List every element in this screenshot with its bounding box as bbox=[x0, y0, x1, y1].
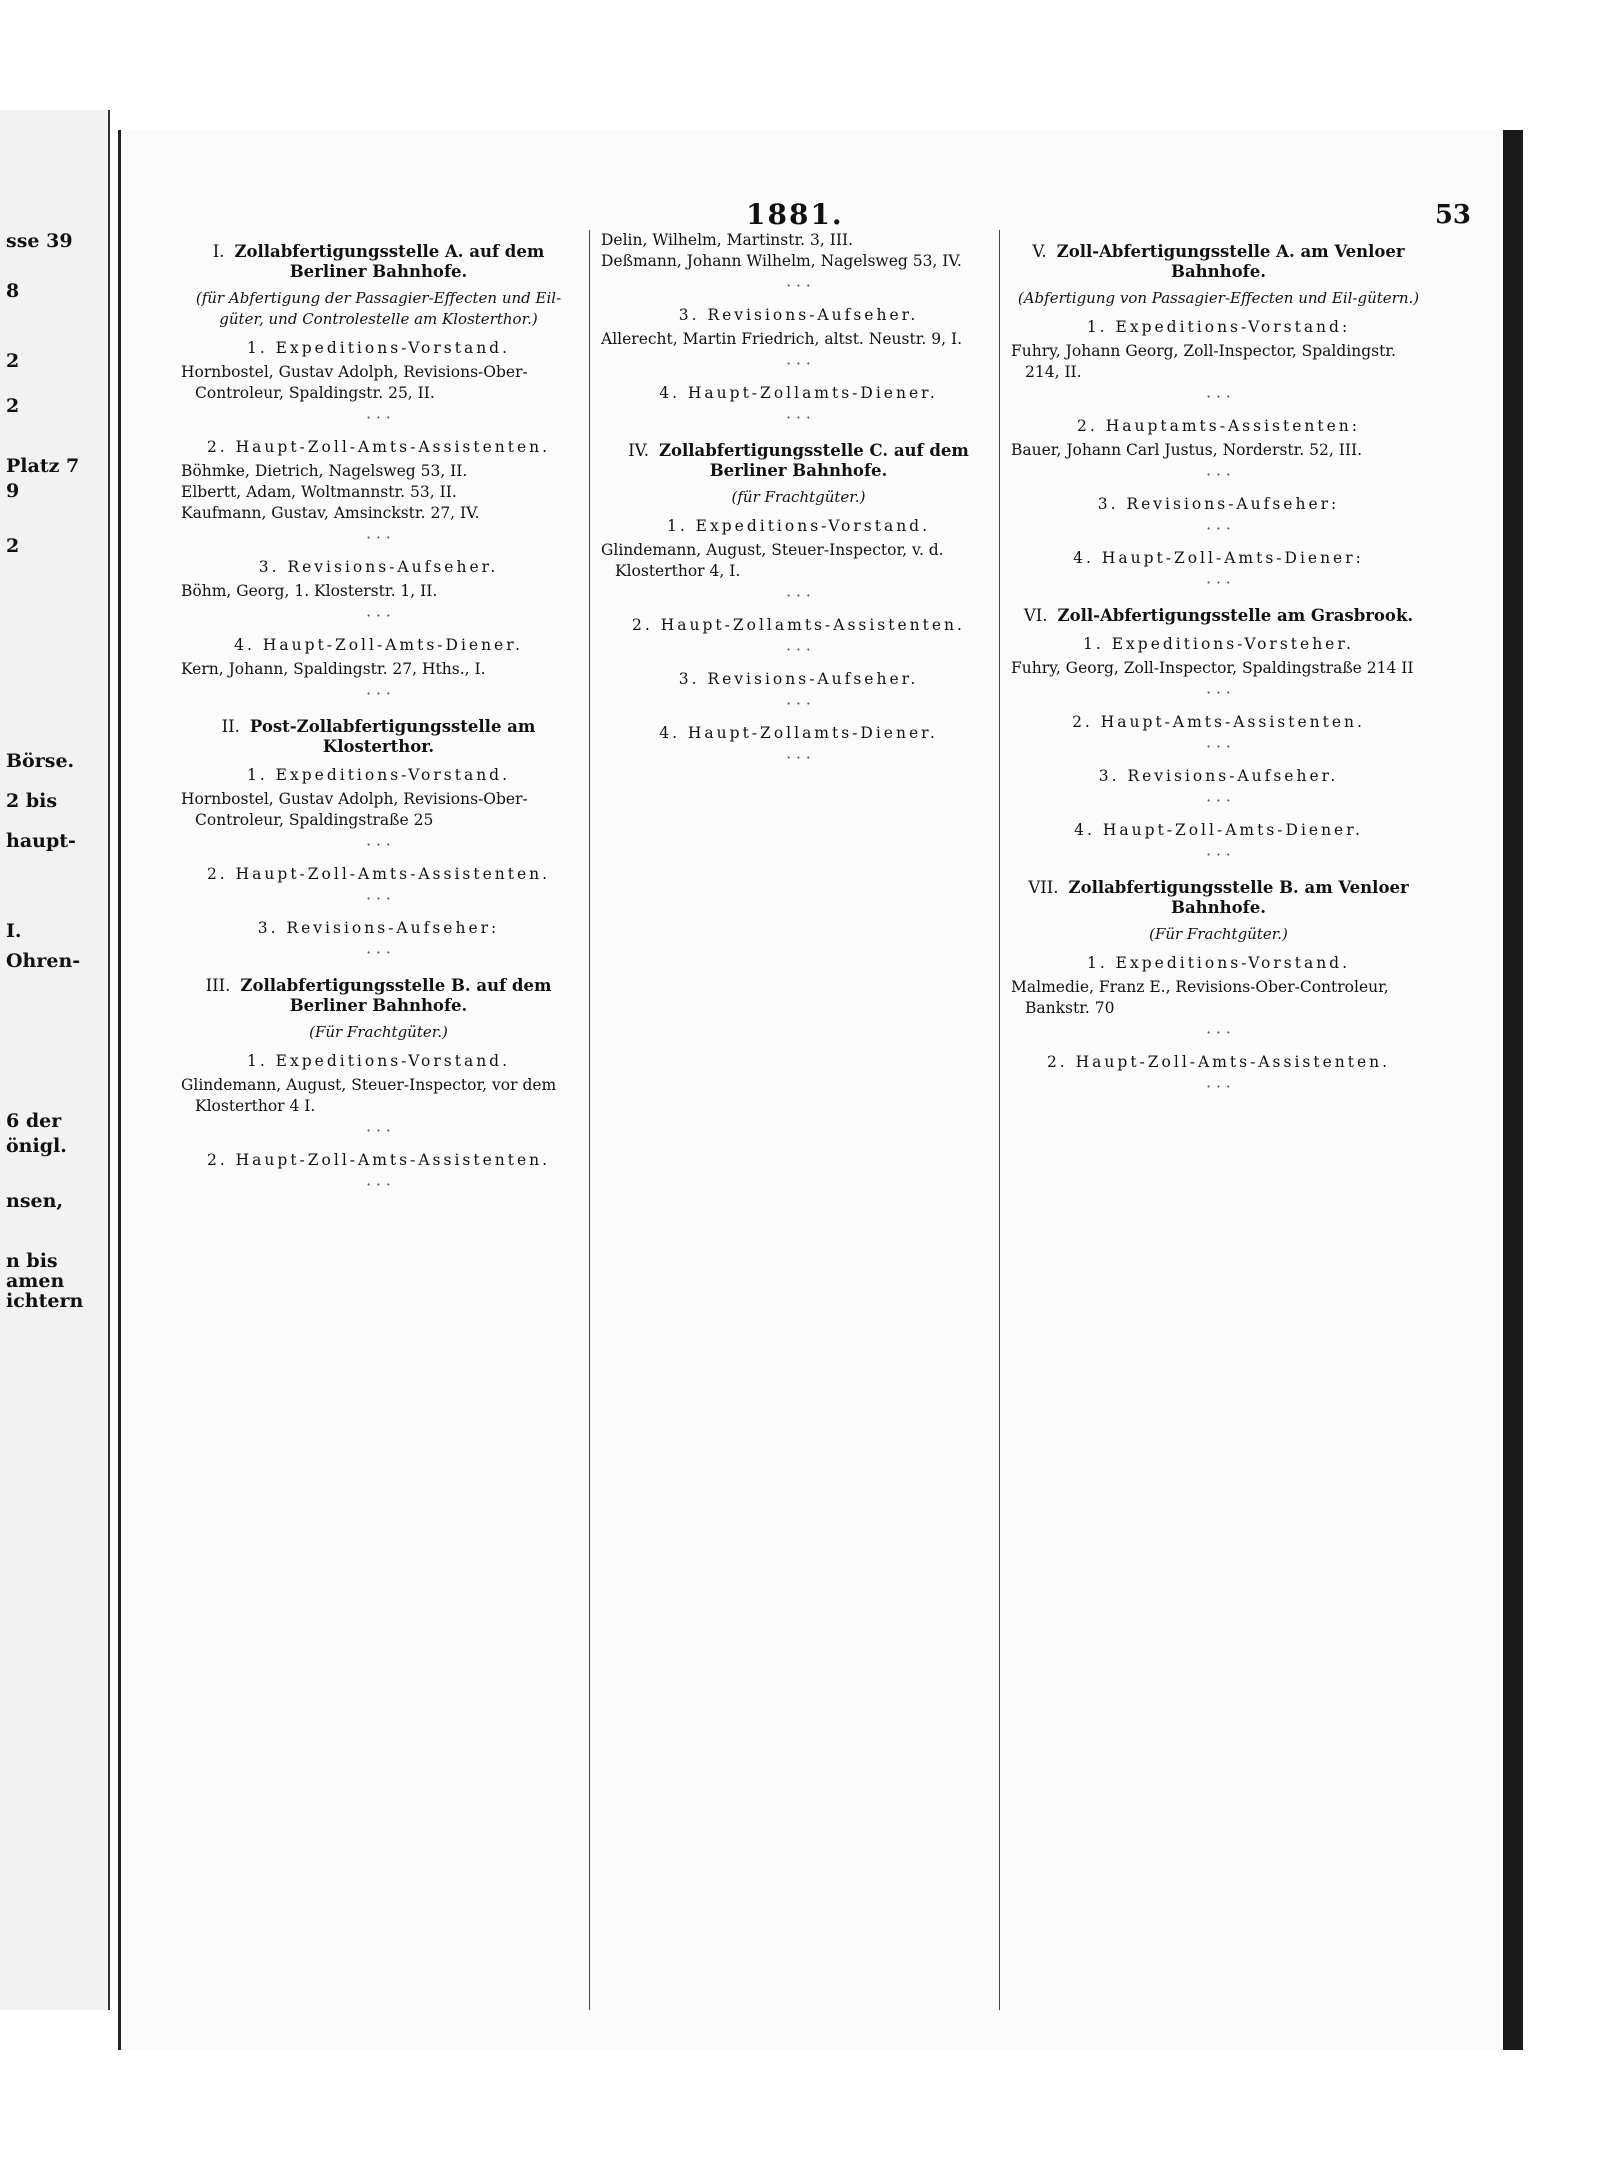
section-heading bbox=[1011, 878, 1426, 918]
directory-entry: Elbertt, Adam, Woltmannstr. 53, II. bbox=[181, 483, 457, 501]
facing-page-fragment: 9 bbox=[6, 480, 20, 502]
directory-page bbox=[118, 130, 1503, 2050]
facing-page-fragment: ichtern bbox=[6, 1290, 84, 1312]
column-divider bbox=[589, 230, 590, 2010]
section-subtitle: (Für Frachtgüter.) bbox=[309, 1023, 448, 1041]
page-number: 53 bbox=[1434, 200, 1471, 230]
facing-page-fragment: 8 bbox=[6, 280, 20, 302]
section-heading bbox=[1011, 606, 1426, 626]
facing-page-fragment: I. bbox=[6, 920, 22, 942]
group-heading: 2. Haupt-Zoll-Amts-Assistenten. bbox=[206, 865, 551, 883]
section-heading bbox=[181, 242, 576, 282]
section-number: I. bbox=[212, 242, 225, 261]
section-number: III. bbox=[205, 976, 231, 995]
directory-entry: Böhm, Georg, 1. Klosterstr. 1, II. bbox=[181, 582, 438, 600]
group-heading: 2. Haupt-Zollamts-Assistenten. bbox=[632, 616, 965, 634]
section-heading bbox=[601, 441, 996, 481]
section-number: V. bbox=[1032, 242, 1047, 261]
directory-entry: Fuhry, Johann Georg, Zoll-Inspector, Spaldingstr. 214, II. bbox=[1011, 342, 1396, 381]
directory-entry: Hornbostel, Gustav Adolph, Revisions-Ober-Controleur, Spaldingstraße 25 bbox=[181, 790, 528, 829]
omitted-entries-marker: · · · bbox=[786, 587, 811, 605]
omitted-entries-marker: · · · bbox=[1206, 1024, 1231, 1042]
section-title: Zoll-Abfertigungsstelle am Grasbrook. bbox=[1057, 606, 1414, 625]
group-heading: 1. Expeditions-Vorsteher. bbox=[1083, 635, 1354, 653]
section-title: Zoll-Abfertigungsstelle A. am Venloer Bahnhofe. bbox=[1056, 242, 1405, 281]
section-title: Post-Zollabfertigungsstelle am Klosterthor. bbox=[249, 717, 536, 756]
facing-page-fragment: 2 bbox=[6, 350, 20, 372]
column-1 bbox=[181, 230, 576, 1200]
directory-entry: Deßmann, Johann Wilhelm, Nagelsweg 53, IV. bbox=[601, 252, 962, 270]
facing-page-fragment: Platz 7 bbox=[6, 455, 80, 477]
omitted-entries-marker: · · · bbox=[786, 695, 811, 713]
group-heading: 3. Revisions-Aufseher. bbox=[678, 306, 919, 324]
omitted-entries-marker: · · · bbox=[366, 529, 391, 547]
column-2 bbox=[601, 230, 996, 773]
omitted-entries-marker: · · · bbox=[366, 1122, 391, 1140]
directory-entry: Malmedie, Franz E., Revisions-Ober-Controleur, Bankstr. 70 bbox=[1011, 978, 1389, 1017]
omitted-entries-marker: · · · bbox=[1206, 520, 1231, 538]
omitted-entries-marker: · · · bbox=[366, 944, 391, 962]
directory-entry: Delin, Wilhelm, Martinstr. 3, III. bbox=[601, 231, 854, 249]
section-number: IV. bbox=[628, 441, 649, 460]
group-heading: 3. Revisions-Aufseher: bbox=[1097, 495, 1340, 513]
section-title: Zollabfertigungsstelle C. auf dem Berliner Bahnhofe. bbox=[658, 441, 969, 480]
directory-entry: Glindemann, August, Steuer-Inspector, vor dem Klosterthor 4 I. bbox=[181, 1076, 557, 1115]
omitted-entries-marker: · · · bbox=[1206, 388, 1231, 406]
group-heading: 2. Hauptamts-Assistenten: bbox=[1077, 417, 1360, 435]
section-title: Zollabfertigungsstelle A. auf dem Berliner Bahnhofe. bbox=[234, 242, 545, 281]
binding-edge bbox=[1503, 130, 1523, 2050]
facing-page-fragment: 6 der bbox=[6, 1110, 62, 1132]
group-heading: 1. Expeditions-Vorstand: bbox=[1086, 318, 1351, 336]
column-divider bbox=[999, 230, 1000, 2010]
facing-page-strip bbox=[0, 110, 110, 2010]
facing-page-fragment: Börse. bbox=[6, 750, 75, 772]
group-heading: 2. Haupt-Zoll-Amts-Assistenten. bbox=[206, 1151, 551, 1169]
group-heading: 3. Revisions-Aufseher. bbox=[1098, 767, 1339, 785]
directory-entry: Allerecht, Martin Friedrich, altst. Neustr. 9, I. bbox=[601, 330, 963, 348]
facing-page-fragment: amen bbox=[6, 1270, 65, 1292]
facing-page-fragment: önigl. bbox=[6, 1135, 67, 1157]
page-year: 1881. bbox=[746, 198, 844, 231]
section-heading bbox=[1011, 242, 1426, 282]
facing-page-fragment: Ohren- bbox=[6, 950, 81, 972]
omitted-entries-marker: · · · bbox=[786, 409, 811, 427]
facing-page-fragment: nsen, bbox=[6, 1190, 64, 1212]
facing-page-fragment: sse 39 bbox=[6, 230, 73, 252]
omitted-entries-marker: · · · bbox=[1206, 846, 1231, 864]
omitted-entries-marker: · · · bbox=[786, 749, 811, 767]
section-subtitle: (für Frachtgüter.) bbox=[731, 488, 866, 506]
section-number: II. bbox=[221, 717, 240, 736]
omitted-entries-marker: · · · bbox=[366, 836, 391, 854]
omitted-entries-marker: · · · bbox=[366, 685, 391, 703]
section-subtitle: (für Abfertigung der Passagier-Effecten und Eil-güter, und Controlestelle am Klosterthor.) bbox=[195, 289, 562, 328]
directory-entry: Bauer, Johann Carl Justus, Norderstr. 52, III. bbox=[1011, 441, 1362, 459]
section-title: Zollabfertigungsstelle B. am Venloer Bahnhofe. bbox=[1068, 878, 1409, 917]
directory-entry: Fuhry, Georg, Zoll-Inspector, Spaldingstraße 214 II bbox=[1011, 659, 1414, 677]
section-title: Zollabfertigungsstelle B. auf dem Berliner Bahnhofe. bbox=[240, 976, 552, 1015]
section-number: VI. bbox=[1023, 606, 1048, 625]
omitted-entries-marker: · · · bbox=[1206, 574, 1231, 592]
directory-entry: Kern, Johann, Spaldingstr. 27, Hths., I. bbox=[181, 660, 486, 678]
group-heading: 1. Expeditions-Vorstand. bbox=[666, 517, 931, 535]
section-number: VII. bbox=[1028, 878, 1059, 897]
group-heading: 2. Haupt-Zoll-Amts-Assistenten. bbox=[206, 438, 551, 456]
directory-entry: Böhmke, Dietrich, Nagelsweg 53, II. bbox=[181, 462, 468, 480]
omitted-entries-marker: · · · bbox=[366, 890, 391, 908]
omitted-entries-marker: · · · bbox=[366, 1176, 391, 1194]
group-heading: 1. Expeditions-Vorstand. bbox=[246, 1052, 511, 1070]
group-heading: 1. Expeditions-Vorstand. bbox=[246, 766, 511, 784]
group-heading: 4. Haupt-Zollamts-Diener. bbox=[659, 724, 938, 742]
omitted-entries-marker: · · · bbox=[786, 277, 811, 295]
group-heading: 2. Haupt-Amts-Assistenten. bbox=[1072, 713, 1365, 731]
omitted-entries-marker: · · · bbox=[366, 607, 391, 625]
facing-page-fragment: n bis bbox=[6, 1250, 58, 1272]
group-heading: 2. Haupt-Zoll-Amts-Assistenten. bbox=[1046, 1053, 1391, 1071]
omitted-entries-marker: · · · bbox=[1206, 1078, 1231, 1096]
section-heading bbox=[181, 976, 576, 1016]
section-subtitle: (Für Frachtgüter.) bbox=[1149, 925, 1288, 943]
omitted-entries-marker: · · · bbox=[366, 409, 391, 427]
omitted-entries-marker: · · · bbox=[1206, 466, 1231, 484]
facing-page-fragment: haupt- bbox=[6, 830, 76, 852]
group-heading: 4. Haupt-Zollamts-Diener. bbox=[659, 384, 938, 402]
directory-entry: Kaufmann, Gustav, Amsinckstr. 27, IV. bbox=[181, 504, 480, 522]
group-heading: 3. Revisions-Aufseher. bbox=[678, 670, 919, 688]
omitted-entries-marker: · · · bbox=[1206, 738, 1231, 756]
section-heading bbox=[181, 717, 576, 757]
column-3 bbox=[1011, 230, 1426, 1102]
group-heading: 3. Revisions-Aufseher: bbox=[257, 919, 500, 937]
group-heading: 1. Expeditions-Vorstand. bbox=[1086, 954, 1351, 972]
group-heading: 4. Haupt-Zoll-Amts-Diener. bbox=[1074, 821, 1363, 839]
directory-entry: Hornbostel, Gustav Adolph, Revisions-Ober-Controleur, Spaldingstr. 25, II. bbox=[181, 363, 528, 402]
group-heading: 4. Haupt-Zoll-Amts-Diener. bbox=[234, 636, 523, 654]
omitted-entries-marker: · · · bbox=[786, 355, 811, 373]
facing-page-fragment: 2 bbox=[6, 535, 20, 557]
facing-page-fragment: 2 bbox=[6, 395, 20, 417]
omitted-entries-marker: · · · bbox=[1206, 792, 1231, 810]
facing-page-fragment: 2 bis bbox=[6, 790, 58, 812]
section-subtitle: (Abfertigung von Passagier-Effecten und Eil-gütern.) bbox=[1017, 289, 1420, 307]
omitted-entries-marker: · · · bbox=[1206, 684, 1231, 702]
omitted-entries-marker: · · · bbox=[786, 641, 811, 659]
group-heading: 4. Haupt-Zoll-Amts-Diener: bbox=[1073, 549, 1364, 567]
group-heading: 3. Revisions-Aufseher. bbox=[258, 558, 499, 576]
group-heading: 1. Expeditions-Vorstand. bbox=[246, 339, 511, 357]
directory-entry: Glindemann, August, Steuer-Inspector, v. d. Klosterthor 4, I. bbox=[601, 541, 944, 580]
